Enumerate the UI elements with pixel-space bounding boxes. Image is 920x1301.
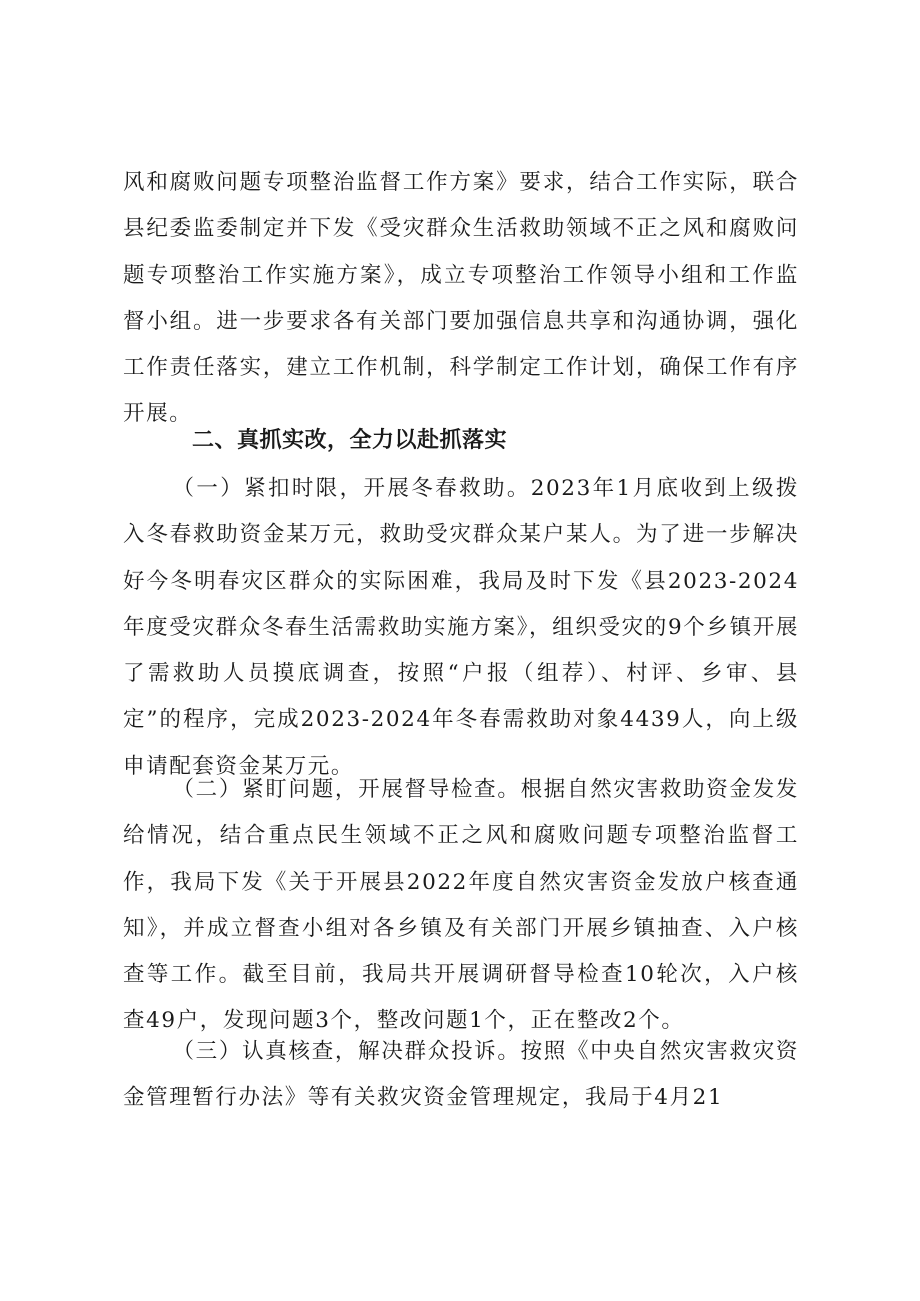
body-paragraph-winter-spring-relief: （一）紧扣时限，开展冬春救助。2023年1月底收到上级拨入冬春救助资金某万元，救助受灾群众某户某人。为了进一步解决好今冬明春灾区群众的实际困难，我局及时下发《县2023-2024年度受灾群众冬春生活需救助实施方案》，组织受灾的9个乡镇开展了需救助人员摸底调查，按照“户报（组荐）、村评、乡审、县定”的程序，完成2023-2024年冬春需救助对象4439人，向上级申请配套资金某万元。: [123, 476, 799, 779]
body-paragraph-complaint-verification: （三）认真核查，解决群众投诉。按照《中央自然灾害救灾资金管理暂行办法》等有关救灾资金管理规定，我局于4月21: [123, 1039, 799, 1111]
body-paragraph-supervision-inspection: （二）紧盯问题，开展督导检查。根据自然灾害救助资金发发给情况，结合重点民生领域不正之风和腐败问题专项整治监督工作，我局下发《关于开展县2022年度自然灾害资金发放户核查通知》，并成立督查小组对各乡镇及有关部门开展乡镇抽查、入户核查等工作。截至目前，我局共开展调研督导检查10轮次，入户核查49户，发现问题3个，整改问题1个，正在整改2个。: [123, 777, 799, 1034]
section-heading: 二、真抓实改，全力以赴抓落实: [192, 428, 508, 453]
body-paragraph-continued: 风和腐败问题专项整治监督工作方案》要求，结合工作实际，联合县纪委监委制定并下发《受灾群众生活救助领域不正之风和腐败问题专项整治工作实施方案》，成立专项整治工作领导小组和工作监督小组。进一步要求各有关部门要加强信息共享和沟通协调，强化工作责任落实，建立工作机制，科学制定工作计划，确保工作有序开展。: [123, 170, 799, 427]
